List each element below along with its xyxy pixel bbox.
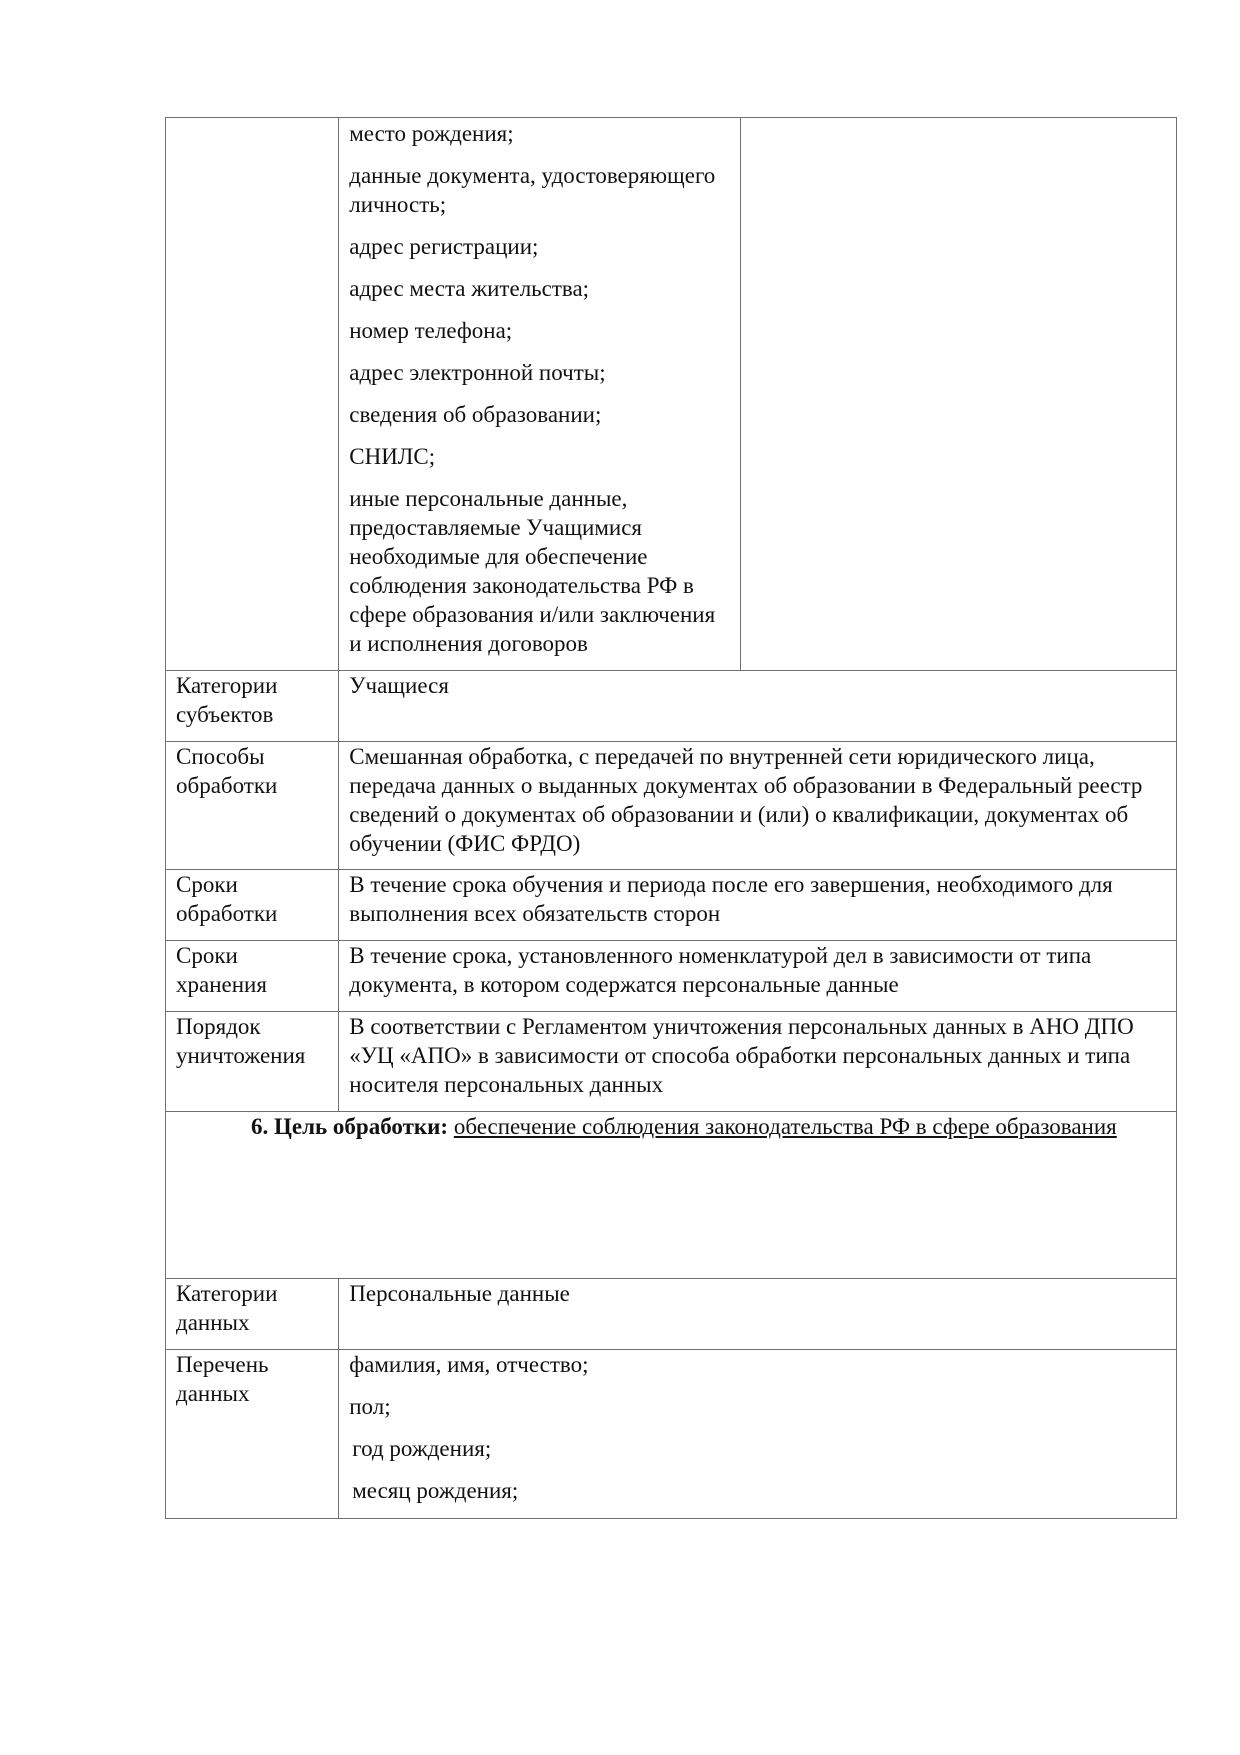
- row-value: В соответствии с Регламентом уничтожения персональных данных в АНО ДПО «УЦ «АПО» в зависимости от способа обработки персональных данных и типа носителя персональных данных: [339, 1012, 1177, 1112]
- list-item: фамилия, имя, отчество;: [349, 1352, 589, 1377]
- table-row-data-categories: [166, 1279, 1177, 1350]
- list-item: пол;: [349, 1394, 391, 1419]
- table-row-storage-period: [166, 941, 1177, 1012]
- row-value: Смешанная обработка, с передачей по внутренней сети юридического лица, передача данных о выданных документах об образовании в Федеральный реестр сведений о документах об образовании и (или) о квалификации, документах об обучении (ФИС ФРДО): [339, 742, 1177, 870]
- list-item: адрес электронной почты;: [349, 360, 606, 385]
- list-item: год рождения;: [352, 1436, 492, 1461]
- list-item: данные документа, удостоверяющего личность;: [349, 163, 716, 217]
- section-heading: [176, 1112, 1166, 1141]
- section-heading-cell: [166, 1112, 1177, 1279]
- row-label: Категории данных: [166, 1279, 339, 1350]
- row-value: В течение срока обучения и периода после его завершения, необходимого для выполнения всех обязательств сторон: [339, 870, 1177, 941]
- row-value: Учащиеся: [339, 671, 1177, 742]
- data-list-cell: [339, 118, 740, 671]
- table-row-subject-categories: [166, 671, 1177, 742]
- row-label: Перечень данных: [166, 1350, 339, 1519]
- list-item: номер телефона;: [349, 318, 513, 343]
- list-item: место рождения;: [349, 121, 514, 146]
- row-label: Сроки обработки: [166, 870, 339, 941]
- section-purpose-text: обеспечение соблюдения законодательства РФ в сфере образования: [453, 1114, 1117, 1139]
- list-item: адрес регистрации;: [349, 234, 539, 259]
- list-item: иные персональные данные, предоставляемые Учащимися необходимые для обеспечение соблюдения законодательства РФ в сфере образования и/или заключения и исполнения договоров: [349, 486, 716, 656]
- data-list-cell: [339, 1350, 1177, 1519]
- row-value: В течение срока, установленного номенклатурой дел в зависимости от типа документа, в котором содержатся персональные данные: [339, 941, 1177, 1012]
- row-label: Порядок уничтожения: [166, 1012, 339, 1112]
- empty-cell: [740, 118, 1176, 671]
- row-label: Сроки хранения: [166, 941, 339, 1012]
- table-row-destruction-procedure: [166, 1012, 1177, 1112]
- table-row-data-list: [166, 118, 1177, 671]
- section-number-title: 6. Цель обработки:: [251, 1114, 449, 1139]
- row-value: Персональные данные: [339, 1279, 1177, 1350]
- row-label: Категории субъектов: [166, 671, 339, 742]
- list-item: СНИЛС;: [349, 444, 436, 469]
- row-label: Способы обработки: [166, 742, 339, 870]
- personal-data-table: [165, 117, 1177, 1519]
- table-row-section-6-purpose: [166, 1112, 1177, 1279]
- table-row-data-list-2: [166, 1350, 1177, 1519]
- list-item: адрес места жительства;: [349, 276, 590, 301]
- list-item: сведения об образовании;: [349, 402, 602, 427]
- empty-label-cell: [166, 118, 339, 671]
- table-row-processing-period: [166, 870, 1177, 941]
- list-item: месяц рождения;: [352, 1478, 519, 1503]
- table-row-processing-methods: [166, 742, 1177, 870]
